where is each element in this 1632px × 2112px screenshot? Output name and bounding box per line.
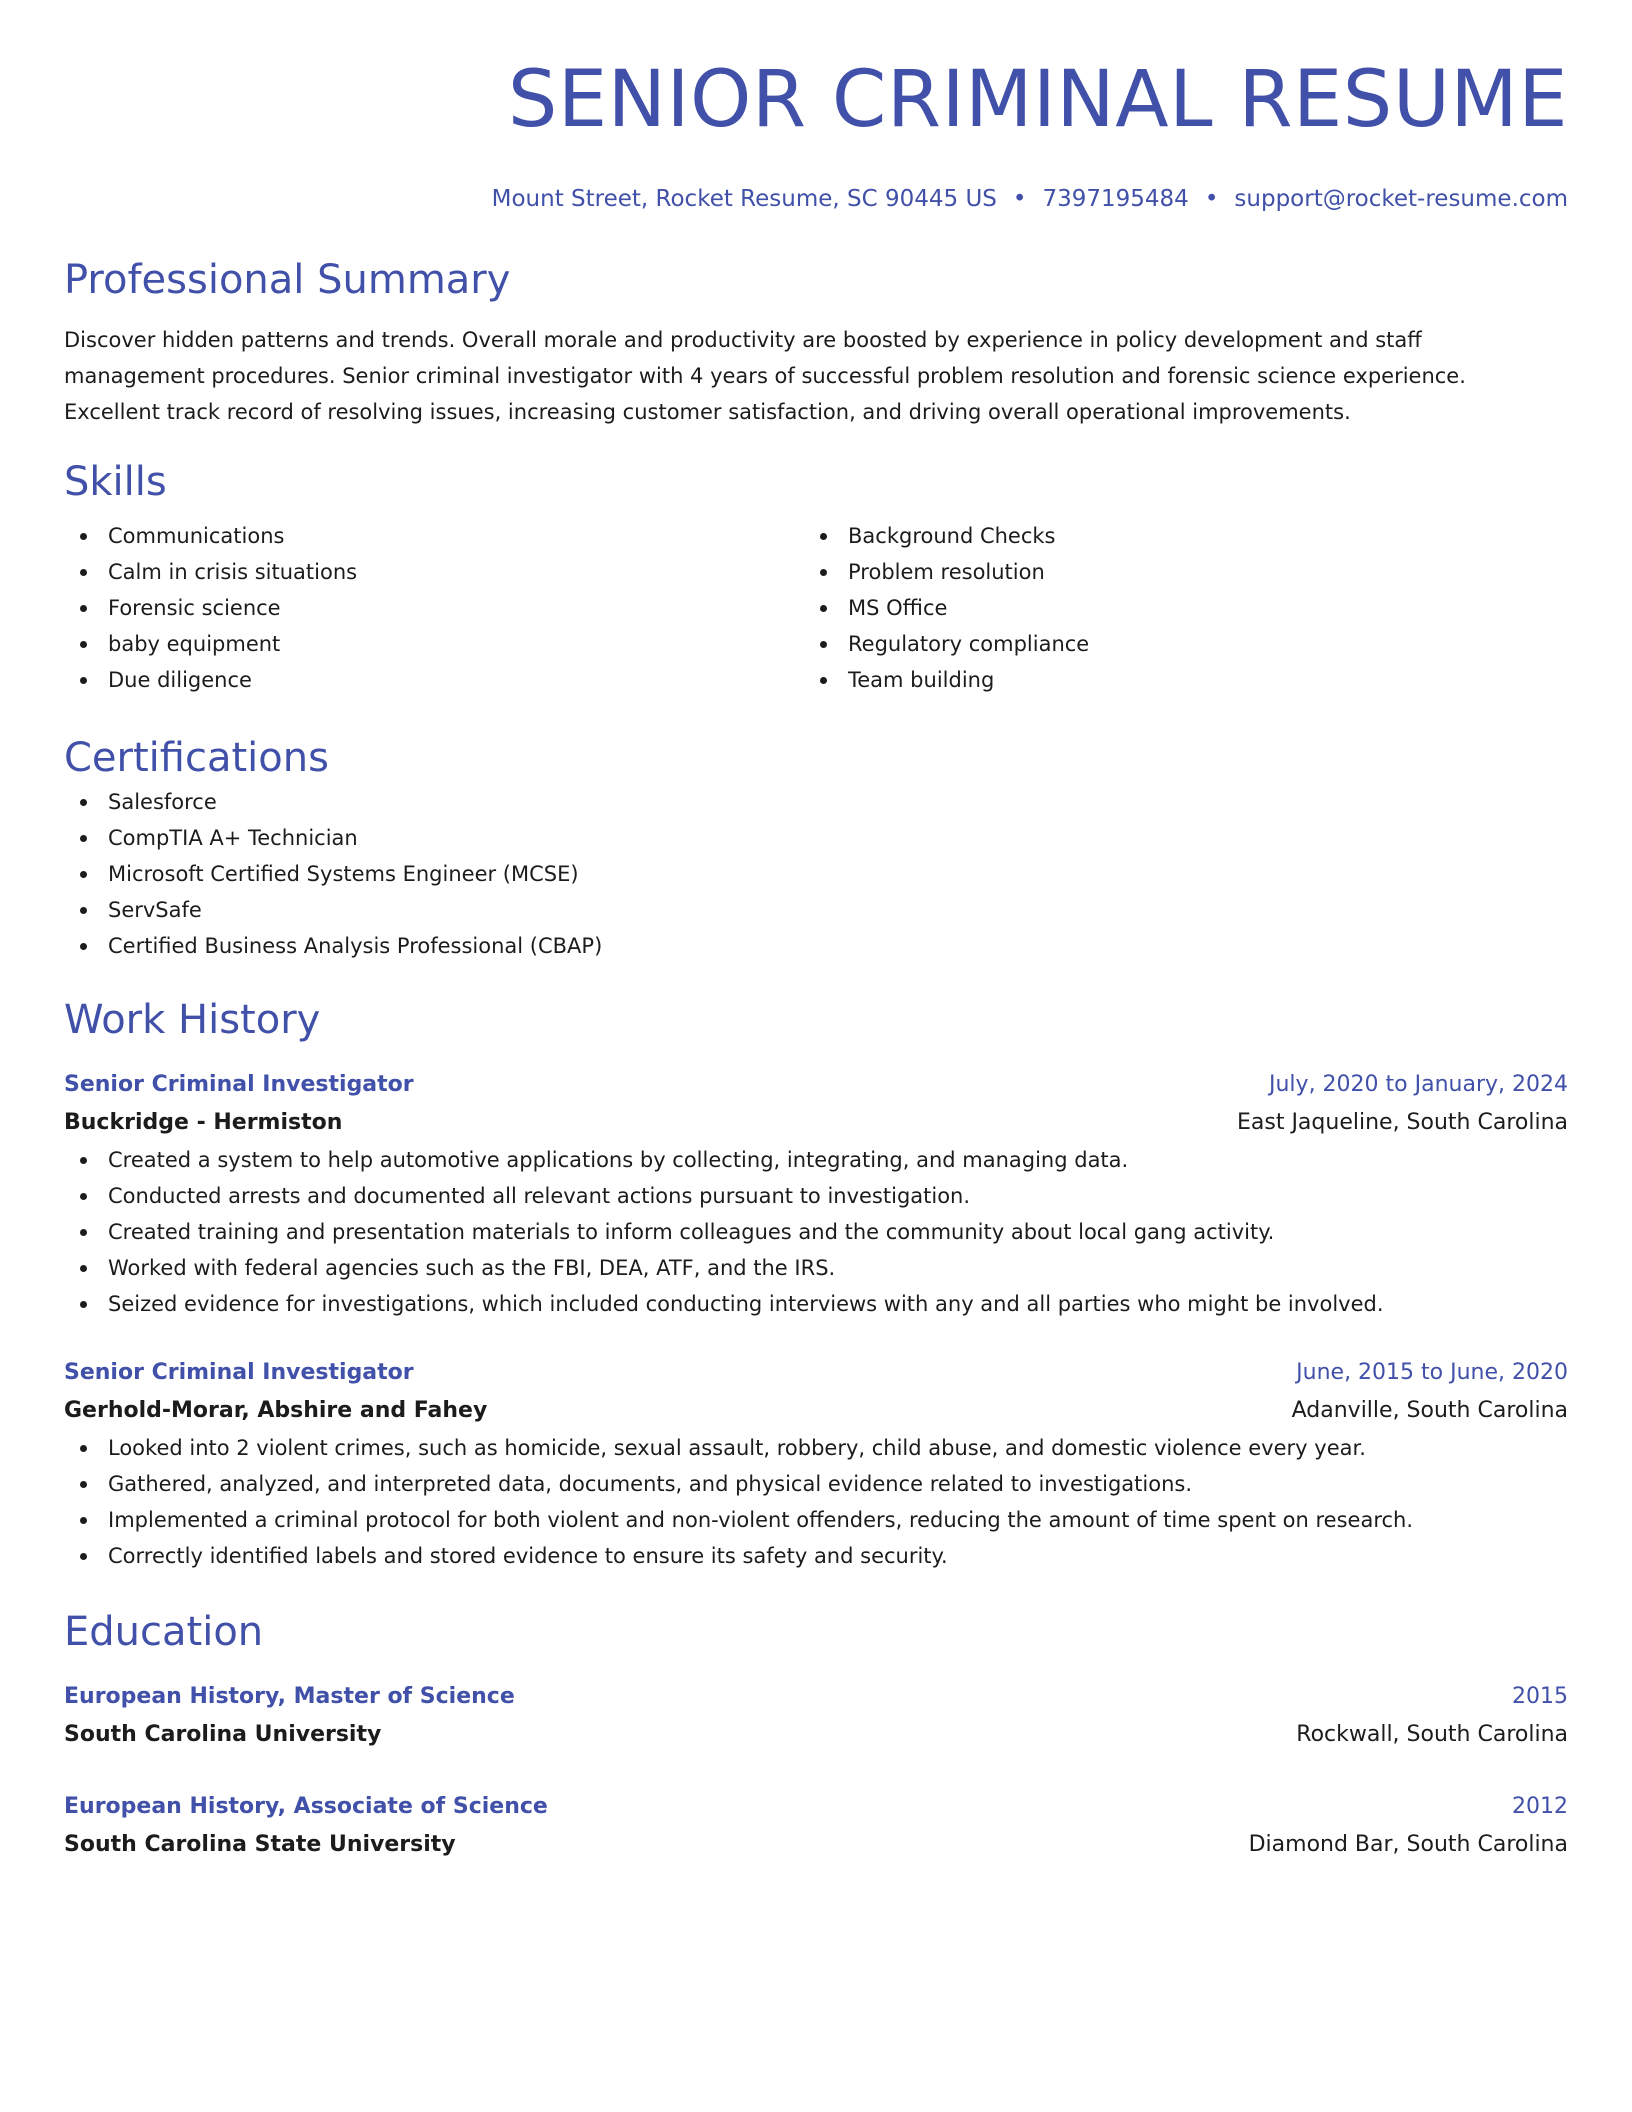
skill-item: Due diligence [64, 662, 804, 698]
job-role: Senior Criminal Investigator [64, 1360, 414, 1385]
job-duty-item: Worked with federal agencies such as the FBI, DEA, ATF, and the IRS. [64, 1250, 1568, 1286]
education-school-row [64, 1716, 1568, 1754]
education-year: 2015 [1512, 1684, 1568, 1709]
resume-header [64, 52, 1568, 214]
education-entry [64, 1678, 1568, 1754]
skill-item: Problem resolution [804, 554, 1544, 590]
job-org-row [64, 1392, 1568, 1430]
job-entry [64, 1066, 1568, 1322]
summary-text: Discover hidden patterns and trends. Overall morale and productivity are boosted by experience in policy development and staff management procedures. Senior criminal investigator with 4 years of successful problem resolution and forensic science experience. Excellent track record of resolving issues, increasing customer satisfaction, and driving overall operational improvements. [64, 328, 1466, 424]
contact-separator: • [1204, 186, 1219, 212]
certification-item: Microsoft Certified Systems Engineer (MCSE) [64, 856, 1568, 892]
skills-grid [64, 518, 1568, 698]
education-degree: European History, Master of Science [64, 1684, 515, 1709]
education-school: South Carolina University [64, 1722, 382, 1747]
certifications-heading: Certifications [64, 735, 329, 781]
job-duty-item: Correctly identified labels and stored evidence to ensure its safety and security. [64, 1538, 1568, 1574]
skill-item: Regulatory compliance [804, 626, 1544, 662]
summary-heading: Professional Summary [64, 257, 511, 303]
job-duties-list [64, 1142, 1568, 1322]
job-location: Adanville, South Carolina [1291, 1398, 1568, 1423]
skill-item: Communications [64, 518, 804, 554]
skill-item: Background Checks [804, 518, 1544, 554]
resume-name: SENIOR CRIMINAL RESUME [507, 55, 1568, 145]
job-title-row [64, 1354, 1568, 1392]
job-role: Senior Criminal Investigator [64, 1072, 414, 1097]
job-dates: June, 2015 to June, 2020 [1296, 1360, 1568, 1385]
certification-item: Certified Business Analysis Professional (CBAP) [64, 928, 1568, 964]
education-degree-row [64, 1678, 1568, 1716]
job-duty-item: Created training and presentation materials to inform colleagues and the community about local gang activity. [64, 1214, 1568, 1250]
job-entry [64, 1354, 1568, 1574]
job-employer: Buckridge - Hermiston [64, 1110, 343, 1135]
contact-email: support@rocket-resume.com [1234, 186, 1568, 212]
skill-item: Calm in crisis situations [64, 554, 804, 590]
contact-line [64, 184, 1568, 214]
certification-item: Salesforce [64, 784, 1568, 820]
education-entry [64, 1788, 1568, 1864]
job-duty-item: Gathered, analyzed, and interpreted data, documents, and physical evidence related to investigations. [64, 1466, 1568, 1502]
skill-item: Team building [804, 662, 1544, 698]
skill-item: MS Office [804, 590, 1544, 626]
education-degree: European History, Associate of Science [64, 1794, 548, 1819]
contact-separator: • [1012, 186, 1027, 212]
job-duty-item: Looked into 2 violent crimes, such as homicide, sexual assault, robbery, child abuse, and domestic violence every year. [64, 1430, 1568, 1466]
education-location: Diamond Bar, South Carolina [1248, 1832, 1568, 1857]
certification-item: ServSafe [64, 892, 1568, 928]
contact-phone: 7397195484 [1042, 186, 1189, 212]
skill-item: Forensic science [64, 590, 804, 626]
job-location: East Jaqueline, South Carolina [1236, 1110, 1568, 1135]
work-history-heading: Work History [64, 997, 321, 1043]
education-school-row [64, 1826, 1568, 1864]
certifications-list [64, 784, 1568, 964]
job-duty-item: Seized evidence for investigations, which included conducting interviews with any and all parties who might be involved. [64, 1286, 1568, 1322]
job-duty-item: Created a system to help automotive applications by collecting, integrating, and managing data. [64, 1142, 1568, 1178]
job-employer: Gerhold-Morar, Abshire and Fahey [64, 1398, 488, 1423]
education-school: South Carolina State University [64, 1832, 456, 1857]
job-org-row [64, 1104, 1568, 1142]
education-year: 2012 [1512, 1794, 1568, 1819]
job-title-row [64, 1066, 1568, 1104]
education-degree-row [64, 1788, 1568, 1826]
contact-address: Mount Street, Rocket Resume, SC 90445 US [491, 186, 997, 212]
certification-item: CompTIA A+ Technician [64, 820, 1568, 856]
job-dates: July, 2020 to January, 2024 [1269, 1072, 1568, 1097]
education-heading: Education [64, 1609, 264, 1655]
job-duties-list [64, 1430, 1568, 1574]
job-duty-item: Conducted arrests and documented all relevant actions pursuant to investigation. [64, 1178, 1568, 1214]
education-location: Rockwall, South Carolina [1296, 1722, 1568, 1747]
skills-list-right [804, 518, 1544, 698]
skill-item: baby equipment [64, 626, 804, 662]
skills-list-left [64, 518, 804, 698]
job-duty-item: Implemented a criminal protocol for both violent and non-violent offenders, reducing the amount of time spent on research. [64, 1502, 1568, 1538]
skills-heading: Skills [64, 459, 167, 505]
